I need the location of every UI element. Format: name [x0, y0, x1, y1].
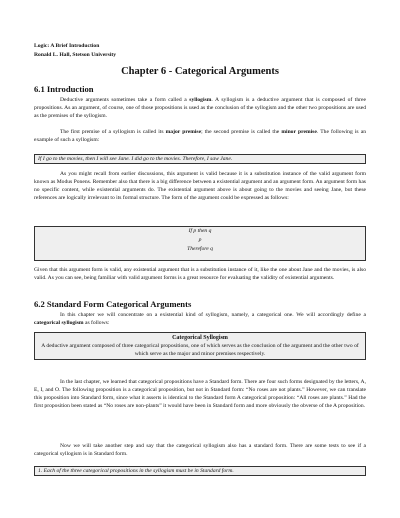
text-run: . A syllogism is a deductive argument that is composed of three propositions. As an argument, of course, one of those propositions is used as the conclusion of the syllogism and the other two propositions are used as the premises of the syllogism. — [34, 97, 366, 119]
paragraph — [34, 378, 366, 410]
form-line: Therefore q — [187, 246, 213, 252]
paragraph-text: Now we will take another step and say that the categorical syllogism also has a standard form. There are some tests to see if a categorical syllogism is in Standard form. — [34, 443, 366, 457]
paragraph — [34, 170, 366, 202]
rule-box — [34, 466, 366, 476]
text-run: ; the second premise is called the — [201, 129, 282, 135]
form-line: If p then q — [188, 228, 212, 234]
author-line: Ronald L. Hall, Stetson University — [34, 51, 117, 58]
form-line: p — [198, 237, 202, 243]
paragraph-text — [34, 96, 366, 120]
paragraph — [34, 311, 366, 327]
paragraph — [34, 96, 366, 120]
document-header — [34, 42, 116, 59]
section-6-1 — [34, 84, 366, 94]
paragraph-text: Given that this argument form is valid, any existential argument that is a substitution instance of it, like the one about Jane and the movies, is also valid. As you can see, being familiar with valid argument forms is a great resource for evaluating the validity of existential arguments. — [34, 267, 366, 281]
bold-term: categorical syllogism — [34, 320, 84, 326]
paragraph-text — [34, 128, 366, 144]
example-text: If I go to the movies, then I will see Jane. I did go to the movies. Therefore, I saw Jane. — [38, 156, 233, 162]
text-run: In this chapter we will concentrate on a existential kind of syllogism, namely, a categorical one. We will accordingly define a — [60, 312, 366, 318]
text-run: Deductive arguments sometimes take a form called a — [60, 97, 190, 103]
definition-title: Categorical Syllogism — [172, 335, 228, 341]
bold-term: minor premise — [281, 129, 317, 135]
definition-box — [34, 332, 366, 360]
definition-text: A deductive argument composed of three categorical propositions, one of which serves as the conclusion of the argument and the other two of which serve as the major and minor premises respectively. — [41, 343, 359, 357]
section-heading: 6.1 Introduction — [34, 84, 94, 94]
text-run: as follows: — [83, 320, 110, 326]
rule-text: 1. Each of the three categorical propositions in the syllogism must be in Standard form. — [38, 468, 234, 474]
paragraph — [34, 128, 366, 144]
paragraph — [34, 442, 366, 458]
bold-term: major premise — [165, 129, 202, 135]
text-run: . The following is an example of such a syllogism: — [34, 129, 366, 143]
example-box — [34, 154, 366, 164]
chapter-title: Chapter 6 - Categorical Arguments — [121, 66, 279, 77]
paragraph-text — [34, 311, 366, 327]
argument-form — [35, 227, 365, 254]
bold-term: syllogism — [189, 97, 212, 103]
book-title: Logic: A Brief Introduction — [34, 43, 100, 49]
section-6-2 — [34, 299, 366, 309]
text-run: The first premise of a syllogism is called its — [60, 129, 166, 135]
paragraph-text: As you might recall from earlier discussions, this argument is valid because it is a substitution instance of the valid argument form known as Modus Ponens. Remember also that there is a big difference between a existential argument and an argument form. An argument form has no specific content, while existential arguments do. The existential argument above is about going to the movies and seeing Jane, but these references are logically irrelevant to its formal structure. The form of the argument could be expressed as follows: — [34, 171, 366, 201]
argument-form-box — [34, 226, 366, 261]
section-heading: 6.2 Standard Form Categorical Arguments — [34, 299, 192, 309]
definition — [35, 333, 365, 359]
paragraph-text: In the last chapter, we learned that categorical propositions have a Standard form. There are four such forms designated by the letters, A, E, I, and O. The following proposition is a categorical proposition, but not in Standard form: “No roses are not plants.” However, we can translate this proposition into Standard form, since what it asserts is identical to the Standard form A categorical proposition: “All roses are plants.” Had the first proposition been stated as “No roses are non-plants” it would have been in Standard form and more obviously the obverse of the A proposition. — [34, 379, 366, 409]
paragraph — [34, 266, 366, 282]
